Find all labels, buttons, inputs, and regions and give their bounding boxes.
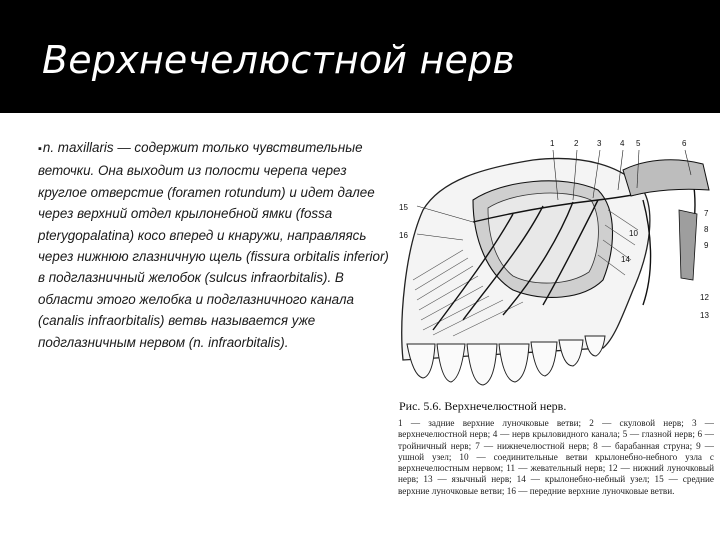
label-10: 10 [629, 229, 638, 238]
label-12: 12 [700, 293, 709, 302]
label-2: 2 [574, 139, 579, 148]
bullet-icon: ▪ [38, 143, 42, 155]
anatomy-figure [393, 130, 715, 530]
label-8: 8 [704, 225, 709, 234]
title-bar [0, 0, 720, 113]
label-7: 7 [704, 209, 709, 218]
body-text: n. maxillaris — содержит только чувствительные веточки. Она выходит из полости черепа через круглое отверстие (foramen rotundum) и идет далее через верхний отдел крылонебной ямки (fossa pterygopalatina) косо вперед и кнаружи, направляясь через нижнюю глазничную щель (fissura orbitalis inferior) в подглазничный желобок (sulcus infraorbitalis). В области этого желобка и подглазничного канала (canalis infraorbitalis) ветвь называется уже подглазничным нервом (n. infraorbitalis). [38, 140, 389, 350]
label-3: 3 [597, 139, 602, 148]
body-paragraph [38, 137, 393, 353]
label-4: 4 [620, 139, 625, 148]
label-13: 13 [700, 311, 709, 320]
slide-title: Верхнечелюстной нерв [42, 38, 516, 82]
label-15: 15 [399, 203, 408, 212]
label-14: 14 [621, 255, 630, 264]
nerve-illustration [393, 130, 715, 400]
label-6: 6 [682, 139, 687, 148]
label-1: 1 [550, 139, 555, 148]
label-9: 9 [704, 241, 709, 250]
label-5: 5 [636, 139, 641, 148]
label-16: 16 [399, 231, 408, 240]
figure-caption-title: Рис. 5.6. Верхнечелюстной нерв. [399, 399, 567, 413]
figure-caption-body: 1 — задние верхние луночковые ветви; 2 — скуловой нерв; 3 — верхнечелюстной нерв; 4 — нерв крыловидного канала; 5 — глазной нерв; 6 — тройничный нерв; 7 — нижнечелюстной нерв; 8 — барабанная струна; 9 — ушной узел; 10 — соединительные ветви крылонебно-небного узла с верхнечелюстным нервом; 11 — жевательный нерв; 12 — нижний луночковый нерв; 13 — язычный нерв; 14 — крылонебно-небный узел; 15 — средние верхние луночковые ветви; 16 — передние верхние луночковые ветви. [398, 418, 714, 496]
